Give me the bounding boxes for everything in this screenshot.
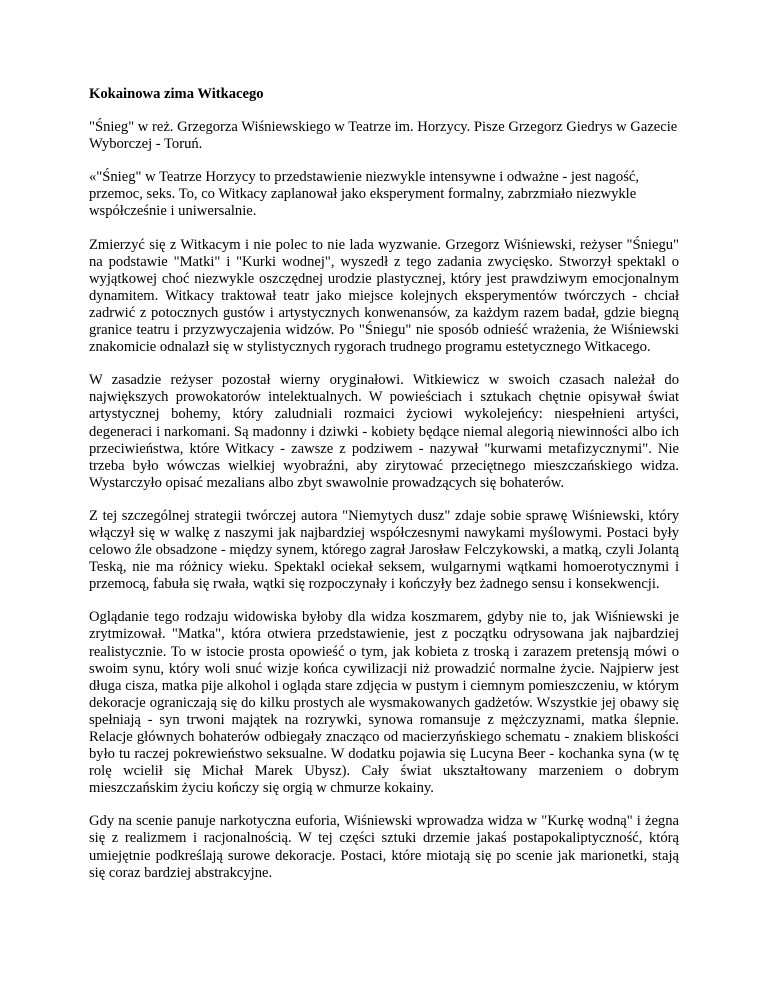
article-title: Kokainowa zima Witkacego: [89, 86, 264, 102]
paragraph: Zmierzyć się z Witkacym i nie polec to nie lada wyzwanie. Grzegorz Wiśniewski, reżyser "Śniegu" na podstawie "Matki" i "Kurki wodnej", wyszedł z tego zadania zwycięsko. Stworzył spektakl o wyjątkowej choć niezwykle oszczędnej urodzie plastycznej, który jest prawdziwym emocjonalnym dynamitem. Witkacy traktował teatr jako miejsce kolejnych eksperymentów twórczych - chciał zadrwić z potocznych gustów i artystycznych konwenansów, za każdym razem badał, gdzie biegną granice teatru i przyzwyczajenia widzów. Po "Śniegu" nie sposób odnieść wrażenia, że Wiśniewski znakomicie odnalazł się w stylistycznych rygorach trudnego programu estetycznego Witkacego.: [89, 236, 679, 356]
article-lead: "Śnieg" w reż. Grzegorza Wiśniewskiego w Teatrze im. Horzycy. Pisze Grzegorz Giedrys w Gazecie Wyborczej - Toruń.: [89, 119, 678, 153]
paragraph-truncated: Gdy na scenie panuje narkotyczna euforia, Wiśniewski wprowadza widza w "Kurkę wodną" i żegna się z realizmem i racjonalnością. W tej części sztuki drzemie jakaś postapokaliptyczność, którą umiejętnie podkreślają surowe dekoracje. Postaci, które miotają się po scenie jak marionetki, stają się coraz bardziej abstrakcyjne.: [89, 813, 679, 881]
article: [89, 86, 679, 881]
paragraph-intro: «"Śnieg" w Teatrze Horzycy to przedstawienie niezwykle intensywne i odważne - jest nagość, przemoc, seks. To, co Witkacy zaplanował jako eksperyment formalny, zabrzmiało niezwykle współcześnie i uniwersalnie.: [89, 169, 640, 220]
paragraph: W zasadzie reżyser pozostał wierny oryginałowi. Witkiewicz w swoich czasach należał do największych prowokatorów intelektualnych. W powieściach i sztukach chętnie opisywał świat artystycznej bohemy, który zaludniali rozmaici życiowi wykolejeńcy: niespełnieni artyści, degeneraci i narkomani. Są madonny i dziwki - kobiety będące niemal alegorią niewinności albo ich przeciwieństwa, które Witkacy - zawsze z podziwem - nazywał "kurwami metafizycznymi". Nie trzeba było wówczas wielkiej wyobraźni, aby zirytować przeciętnego mieszczańskiego widza. Wystarczyło opisać mezalians albo zbyt swawolnie prowadzących się bohaterów.: [89, 372, 679, 491]
paragraph: Oglądanie tego rodzaju widowiska byłoby dla widza koszmarem, gdyby nie to, jak Wiśniewski je zrytmizował. "Matka", która otwiera przedstawienie, jest z początku odrysowana jak najbardziej realistycznie. To w istocie prosta opowieść o tym, jak kobieta z troską i zarazem pretensją mówi o swoim synu, który woli snuć wizje końca cywilizacji niż prowadzić normalne życie. Najpierw jest długa cisza, matka pije alkohol i ogląda stare zdjęcia w pustym i ciemnym pomieszczeniu, w którym dekoracje ograniczają się do kilku prostych ale wysmakowanych gadżetów. Wszystkie jej obawy się spełniają - syn trwoni majątek na rozrywki, synowa romansuje z mężczyznami, matka ślepnie. Relacje głównych bohaterów odbiegały znacząco od macierzyńskiego schematu - znakiem bliskości było tu raczej pokrewieństwo seksualne. W dodatku pojawia się Lucyna Beer - kochanka syna (w tę rolę wcielił się Michał Marek Ubysz). Cały świat ukształtowany marzeniem o dobrym mieszczańskim życiu kończy się orgią w chmurze kokainy.: [89, 609, 679, 797]
paragraph: Z tej szczególnej strategii twórczej autora "Niemytych dusz" zdaje sobie sprawę Wiśniewski, który włączył się w walkę z naszymi jak najbardziej współczesnymi nawykami myślowymi. Postaci były celowo źle obsadzone - między synem, którego zagrał Jarosław Felczykowski, a matką, czyli Jolantą Teską, nie ma różnicy wieku. Spektakl ociekał seksem, wulgarnymi wątkami homoerotycznymi i przemocą, fabuła się rwała, wątki się rozpoczynały i kończyły bez żadnego sensu i konsekwencji.: [89, 507, 679, 593]
